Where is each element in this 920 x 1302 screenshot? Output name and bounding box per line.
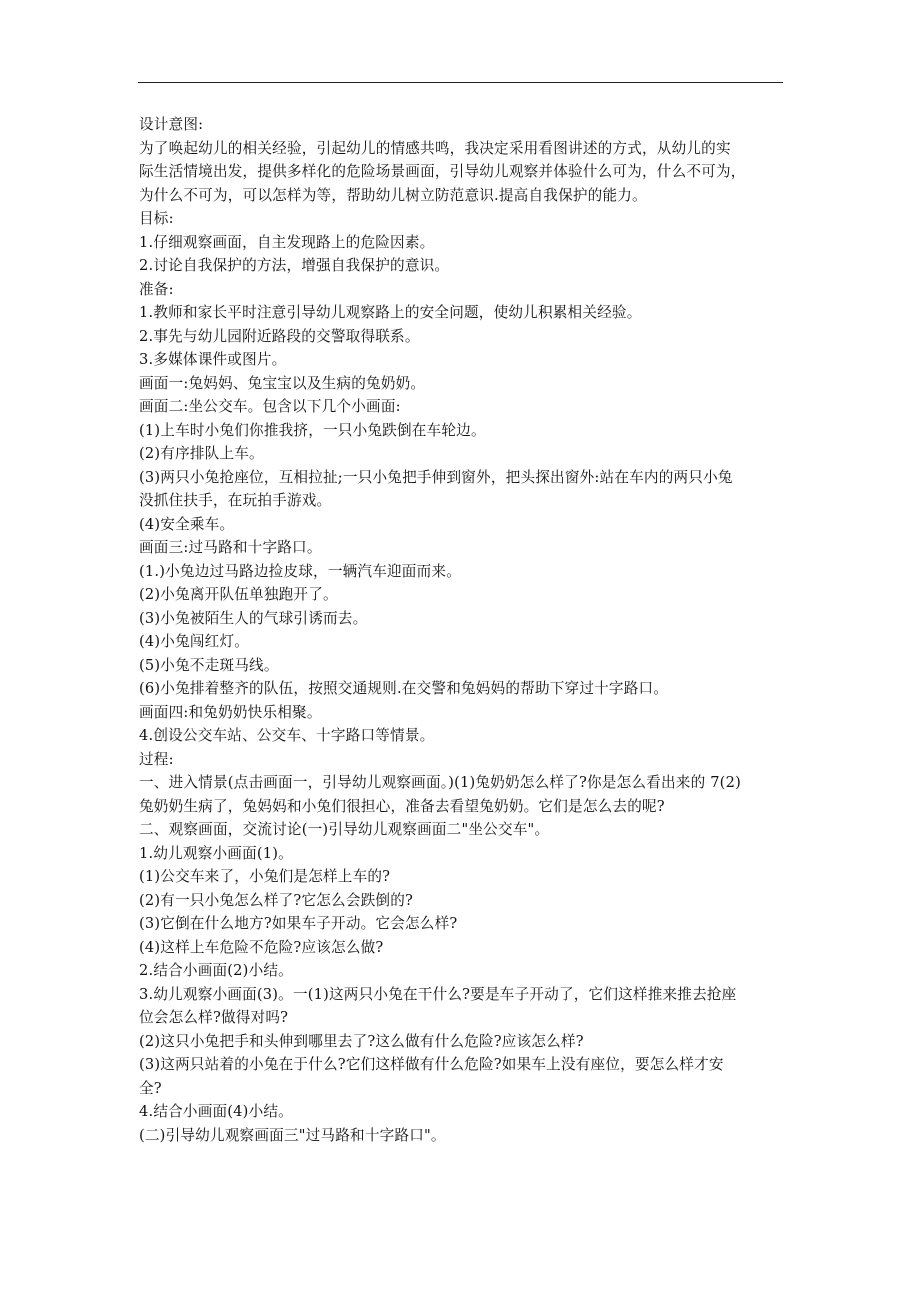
process-line: 1.幼儿观察小画面(1)。 xyxy=(139,844,293,862)
preparation-item: 2.事先与幼儿园附近路段的交警取得联系。 xyxy=(139,327,420,345)
document-body xyxy=(139,113,789,1147)
heading-process: 过程: xyxy=(139,750,174,768)
question-line: (2)有一只小兔怎么样了?它怎么会跌倒的? xyxy=(139,891,414,909)
preparation-item: 4.创设公交车站、公交车、十字路口等情景。 xyxy=(139,727,435,744)
process-line: 2.结合小画面(2)小结。 xyxy=(139,962,293,979)
scene-subitem: (5)小兔不走斑马线。 xyxy=(139,656,279,674)
process-line: 3.幼儿观察小画面(3)。一(1)这两只小兔在干什么?要是车子开动了，它们这样推来推去抢座 xyxy=(139,985,737,1003)
scene-subitem: (3)两只小兔抢座位，互相拉扯;一只小兔把手伸到窗外，把头探出窗外:站在车内的两只小兔 xyxy=(139,468,733,486)
question-line: (3)它倒在什么地方?如果车子开动。它会怎么样? xyxy=(139,915,458,932)
process-line: 位会怎么样?做得对吗? xyxy=(139,1009,289,1026)
scene-item: 画面四:和兔奶奶快乐相聚。 xyxy=(139,703,322,721)
question-line: 全? xyxy=(139,1079,162,1097)
process-line: 一、进入情景(点击画面一，引导幼儿观察画面。)(1)兔奶奶怎么样了?你是怎么看出来的 7(2) xyxy=(139,774,741,791)
question-line: (3)这两只站着的小兔在于什么?它们这样做有什么危险?如果车上没有座位，要怎么样才安 xyxy=(139,1056,724,1073)
goal-item: 1.仔细观察画面，自主发现路上的危险因素。 xyxy=(139,233,435,251)
scene-item: 画面二:坐公交车。包含以下几个小画面: xyxy=(139,398,401,415)
scene-subitem: (2)小兔离开队伍单独跑开了。 xyxy=(139,586,338,603)
scene-subitem: (1)上车时小兔们你推我挤，一只小兔跌倒在车轮边。 xyxy=(139,421,486,439)
heading-goals: 目标: xyxy=(139,210,174,227)
header-rule xyxy=(138,82,783,83)
scene-subitem: (6)小兔排着整齐的队伍，按照交通规则.在交警和兔妈妈的帮助下穿过十字路口。 xyxy=(139,680,669,697)
scene-item: 画面三:过马路和十字路口。 xyxy=(139,539,322,556)
scene-item: 画面一:兔妈妈、兔宝宝以及生病的兔奶奶。 xyxy=(139,374,426,392)
scene-subitem: (4)小兔闯红灯。 xyxy=(139,633,250,650)
question-line: (2)这只小兔把手和头伸到哪里去了?这么做有什么危险?应该怎么样? xyxy=(139,1032,584,1050)
scene-subitem: 没抓住扶手，在玩拍手游戏。 xyxy=(139,492,332,509)
heading-preparation: 准备: xyxy=(139,280,174,298)
scene-subitem: (2)有序排队上车。 xyxy=(139,445,264,462)
process-line: 兔奶奶生病了，兔妈妈和小兔们很担心，准备去看望兔奶奶。它们是怎么去的呢? xyxy=(139,797,665,815)
scene-subitem: (3)小兔被陌生人的气球引诱而去。 xyxy=(139,609,368,627)
goal-item: 2.讨论自我保护的方法，增强自我保护的意识。 xyxy=(139,257,450,274)
process-line: 4.结合小画面(4)小结。 xyxy=(139,1103,293,1120)
question-line: (1)公交车来了，小兔们是怎样上车的? xyxy=(139,868,391,885)
scene-subitem: (4)安全乘车。 xyxy=(139,515,235,533)
heading-design-intent: 设计意图: xyxy=(139,116,204,133)
process-line: 二、观察画面，交流讨论(一)引导幼儿观察画面二"坐公交车"。 xyxy=(139,821,550,838)
paragraph-line: 为了唤起幼儿的相关经验，引起幼儿的情感共鸣，我决定采用看图讲述的方式，从幼儿的实 xyxy=(139,139,731,157)
question-line: (4)这样上车危险不危险?应该怎么做? xyxy=(139,938,384,956)
scene-subitem: (1.)小兔边过马路边捡皮球，一辆汽车迎面而来。 xyxy=(139,562,461,580)
preparation-item: 3.多媒体课件或图片。 xyxy=(139,351,287,368)
paragraph-line: 际生活情境出发，提供多样化的危险场景画面，引导幼儿观察并体验什么可为，什么不可为， xyxy=(139,163,746,180)
paragraph-line: 为什么不可为，可以怎样为等，帮助幼儿树立防范意识.提高自我保护的能力。 xyxy=(139,186,647,204)
preparation-item: 1.教师和家长平时注意引导幼儿观察路上的安全问题，使幼儿积累相关经验。 xyxy=(139,304,642,321)
process-line: (二)引导幼儿观察画面三"过马路和十字路口"。 xyxy=(139,1126,446,1144)
